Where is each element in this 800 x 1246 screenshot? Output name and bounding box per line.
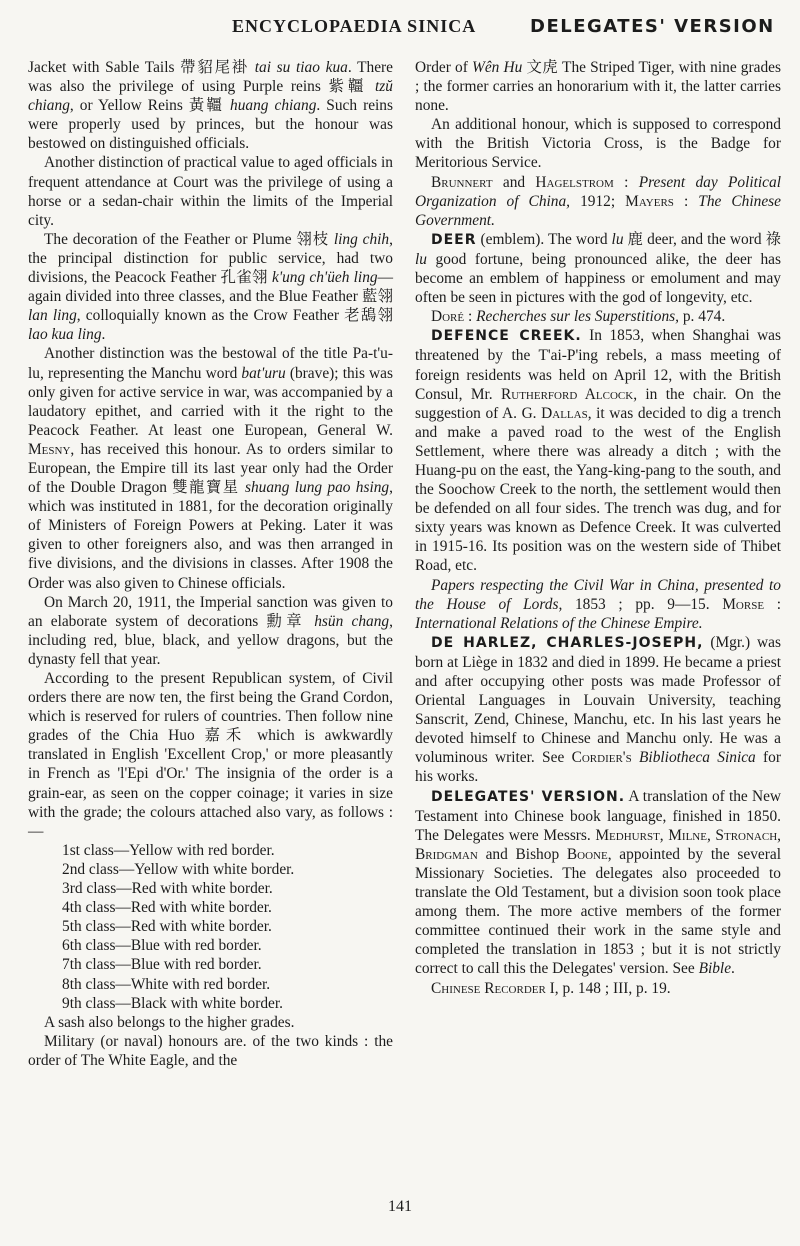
grade-item: 9th class—Black with white border.: [62, 994, 283, 1012]
left-column: [28, 58, 393, 1070]
citation-dore: Doré : Recherches sur les Superstitions, p. 474.: [431, 308, 726, 326]
paragraph-sedan-chair: Another distinction of practical value to aged officials in frequent attendance at Court was the privilege of using a horse or a sedan-chair within the limits of the Imperial city.: [28, 154, 393, 229]
paragraph-military-honours: Military (or naval) honours are. of the two kinds : the order of The White Eagle, and the: [28, 1032, 393, 1069]
page-number: 141: [388, 1198, 412, 1215]
paragraph-sash: A sash also belongs to the higher grades.: [44, 1013, 295, 1031]
running-head-title: ENCYCLOPAEDIA SINICA: [232, 16, 477, 36]
entry-delegates-version: DELEGATES' VERSION. A translation of the New Testament into Chinese book language, finished in 1850. The Delegates were Messrs. Medhurst, Milne, Stronach, Bridgman and Bishop Boone, appointed by the several Missionary Societies. The delegates also proceeded to translate the Old Testament, but a division soon took place among them. The more active members of the former committee continued their work in the same style and completed the translation in 1853 ; but it is not strictly correct to call this the Delegates' version. See Bible.: [415, 787, 782, 978]
grade-item: 1st class—Yellow with red border.: [62, 841, 275, 859]
paragraph-badge: An additional honour, which is supposed to correspond with the British Victoria Cross, is the Badge for Meritorious Service.: [415, 116, 781, 172]
headword-delegates-version: DELEGATES' VERSION.: [431, 788, 626, 805]
running-head: [0, 16, 800, 44]
paragraph-republican-system: According to the present Republican system, of Civil orders there are now ten, the first being the Grand Cordon, which is reserved for rulers of countries. Then follow nine grades of the Chia Huo 嘉禾 which is awkwardly translated in English 'Excellent Crop,' or more pleasantly in French as 'l'Epi d'Or.' The insignia of the order is a grain-ear, as seen on the copper coinage; it varies in size with the grade; the colours attached also vary, as follows :—: [28, 670, 393, 840]
grade-item: 3rd class—Red with white border.: [62, 880, 273, 898]
headword-de-harlez: DE HARLEZ, CHARLES-JOSEPH,: [431, 634, 704, 651]
paragraph-jacket: Jacket with Sable Tails 帶貂尾褂 tai su tiao kua. There was also the privilege of using Purple reins 紫韁 tzŭ chiang, or Yellow Reins 黃韁 huang chiang. Such reins were properly used by princes, but the honour was bestowed on distinguished officials.: [28, 59, 393, 153]
entry-de-harlez: DE HARLEZ, CHARLES-JOSEPH, (Mgr.) was born at Liège in 1832 and died in 1899. He became a priest and after occupying other posts was made Professor of Oriental Languages in Louvain University, teaching Sanscrit, Zend, Chinese, Manchu, etc. In his last years he devoted himself to Chinese and Manchu only. He was a voluminous writer. See Cordier's Bibliotheca Sinica for his works.: [415, 633, 782, 786]
entry-defence-creek: DEFENCE CREEK. In 1853, when Shanghai was threatened by the T'ai-P'ing rebels, a mass meeting of foreign residents was held on April 12, with the British Consul, Mr. Rutherford Alcock, in the chair. On the suggestion of A. G. Dallas, it was decided to dig a trench and make a paved road to the west of the English Settlement, where there was already a ditch ; with the Huang-pu on the east, the Yang-king-pang to the south, and the Soochow Creek to the north, the settlement would then be defended on all four sides. The trench was dug, and for sixty years was known as Defence Creek. It was culverted in 1915-16. Its position was on the western side of Thibet Road, etc.: [415, 327, 782, 575]
citation-chinese-recorder: Chinese Recorder I, p. 148 ; III, p. 19.: [431, 979, 671, 997]
grade-item: 8th class—White with red border.: [62, 975, 271, 993]
grade-item: 6th class—Blue with red border.: [62, 937, 262, 955]
right-column: [415, 58, 781, 998]
grade-item: 2nd class—Yellow with white border.: [62, 860, 295, 878]
paragraph-striped-tiger: Order of Wên Hu 文虎 The Striped Tiger, with nine grades ; the former carries an honorarium with it, the latter carries none.: [415, 59, 781, 115]
entry-deer: DEER (emblem). The word lu 鹿 deer, and the word 祿 lu good fortune, being pronounced alike, the deer has become an emblem of happiness or emolument and may often be seen in pictures with the god of longevity, etc.: [415, 230, 781, 307]
paragraph-feather: The decoration of the Feather or Plume 翎枝 ling chih, the principal distinction for public service, had two divisions, the Peacock Feather 孔雀翎 k'ung ch'üeh ling—again divided into three classes, and the Blue Feather 藍翎 lan ling, colloquially known as the Crow Feather 老鴰翎 lao kua ling.: [28, 230, 393, 344]
paragraph-baturu: Another distinction was the bestowal of the title Pa-t'u-lu, representing the Manchu word bat'uru (brave); this was only given for active service in war, was accompanied by a laudatory epithet, and carried with it the right to the Peacock Feather. At least one European, General W. Mesny, has received this honour. As to orders similar to European, the Empire till its last year only had the Order of the Double Dragon 雙龍寶星 shuang lung pao hsing, which was instituted in 1881, for the decoration originally of Ministers of Foreign Powers at Peking. Later it was given to other foreigners also, and was then arranged in five divisions, and the divisions in classes. After 1908 the Order was also given to Chinese officials.: [28, 345, 393, 592]
grade-item: 7th class—Blue with red border.: [62, 956, 262, 974]
grade-item: 5th class—Red with white border.: [62, 918, 272, 936]
paragraph-decorations-1911: On March 20, 1911, the Imperial sanction was given to an elaborate system of decorations 勳章 hsün chang, including red, blue, black, and yellow dragons, but the dynasty fell that year.: [28, 593, 393, 668]
running-head-entry: DELEGATES' VERSION: [530, 16, 775, 37]
grade-item: 4th class—Red with white border.: [62, 899, 272, 917]
citation-brunnert: Brunnert and Hagelstrom : Present day Political Organization of China, 1912; Mayers : The Chinese Government.: [415, 173, 781, 229]
headword-defence-creek: DEFENCE CREEK.: [431, 328, 582, 345]
grade-list: [28, 841, 393, 1013]
citation-papers: Papers respecting the Civil War in China, presented to the House of Lords, 1853 ; pp. 9—15. Morse : International Relations of the Chinese Empire.: [415, 576, 782, 632]
headword-deer: DEER: [431, 231, 477, 248]
